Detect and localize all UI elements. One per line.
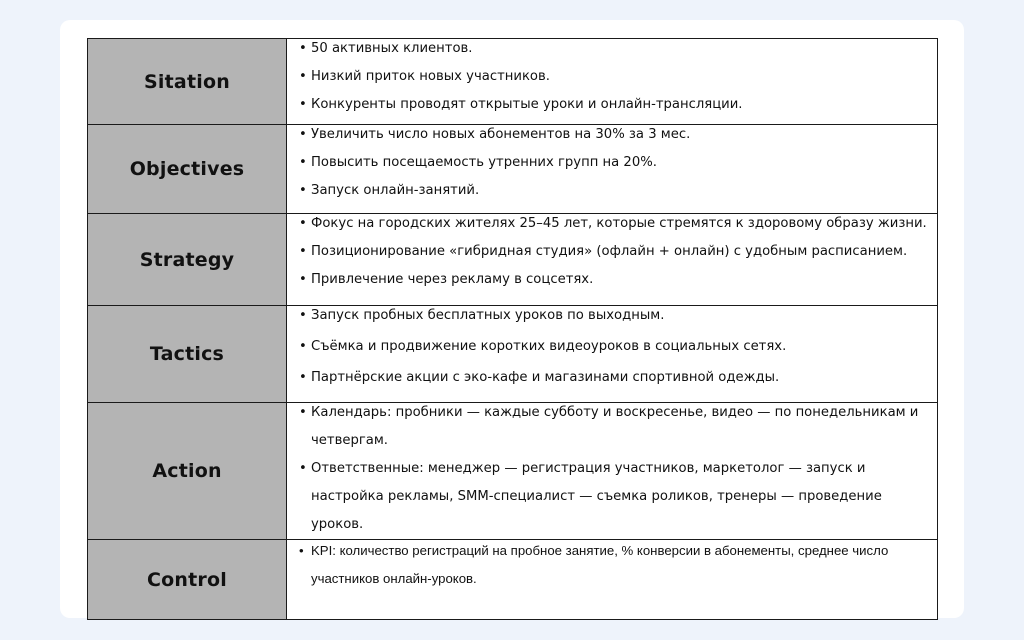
list-item: • Фокус на городских жителях 25–45 лет, которые стремятся к здоровому образу жизни. bbox=[299, 210, 933, 238]
list-item: • Партнёрские акции с эко-кафе и магазинами спортивной одежды. bbox=[299, 362, 933, 393]
list-item: • Увеличить число новых абонементов на 30% за 3 мес. bbox=[299, 121, 933, 149]
table-row-objectives bbox=[88, 125, 938, 214]
list-item: • Конкуренты проводят открытые уроки и онлайн-трансляции. bbox=[299, 91, 933, 119]
row-label-objectives: Objectives bbox=[88, 125, 287, 214]
row-label-action: Action bbox=[88, 403, 287, 540]
list-item: • Низкий приток новых участников. bbox=[299, 63, 933, 91]
list-item: • Запуск онлайн-занятий. bbox=[299, 177, 933, 205]
table-row-control bbox=[88, 540, 938, 620]
row-content-control bbox=[287, 540, 938, 620]
row-content-tactics bbox=[287, 306, 938, 403]
row-label-situation: Sitation bbox=[88, 39, 287, 125]
row-content-strategy bbox=[287, 214, 938, 306]
list-item: • Календарь: пробники — каждые субботу и воскресенье, видео — по понедельникам и четвергам. bbox=[299, 399, 933, 455]
list-item: • 50 активных клиентов. bbox=[299, 35, 933, 63]
list-item: • Запуск пробных бесплатных уроков по выходным. bbox=[299, 300, 933, 331]
row-content-action bbox=[287, 403, 938, 540]
list-item: • KPI: количество регистраций на пробное занятие, % конверсии в абонементы, среднее число участников онлайн-уроков. bbox=[299, 537, 933, 593]
list-item: • Ответственные: менеджер — регистрация участников, маркетолог — запуск и настройка рекламы, SMM-специалист — съемка роликов, тренеры — проведение уроков. bbox=[299, 455, 933, 539]
row-content-situation bbox=[287, 39, 938, 125]
list-item: • Съёмка и продвижение коротких видеоуроков в социальных сетях. bbox=[299, 331, 933, 362]
table-row-tactics bbox=[88, 306, 938, 403]
list-item: • Позиционирование «гибридная студия» (офлайн + онлайн) с удобным расписанием. bbox=[299, 238, 933, 266]
table-row-situation bbox=[88, 39, 938, 125]
row-label-strategy: Strategy bbox=[88, 214, 287, 306]
list-item: • Повысить посещаемость утренних групп на 20%. bbox=[299, 149, 933, 177]
row-content-objectives bbox=[287, 125, 938, 214]
row-label-tactics: Tactics bbox=[88, 306, 287, 403]
table-row-action bbox=[88, 403, 938, 540]
sostac-table bbox=[87, 38, 938, 620]
table-row-strategy bbox=[88, 214, 938, 306]
list-item: • Привлечение через рекламу в соцсетях. bbox=[299, 266, 933, 294]
row-label-control: Control bbox=[88, 540, 287, 620]
